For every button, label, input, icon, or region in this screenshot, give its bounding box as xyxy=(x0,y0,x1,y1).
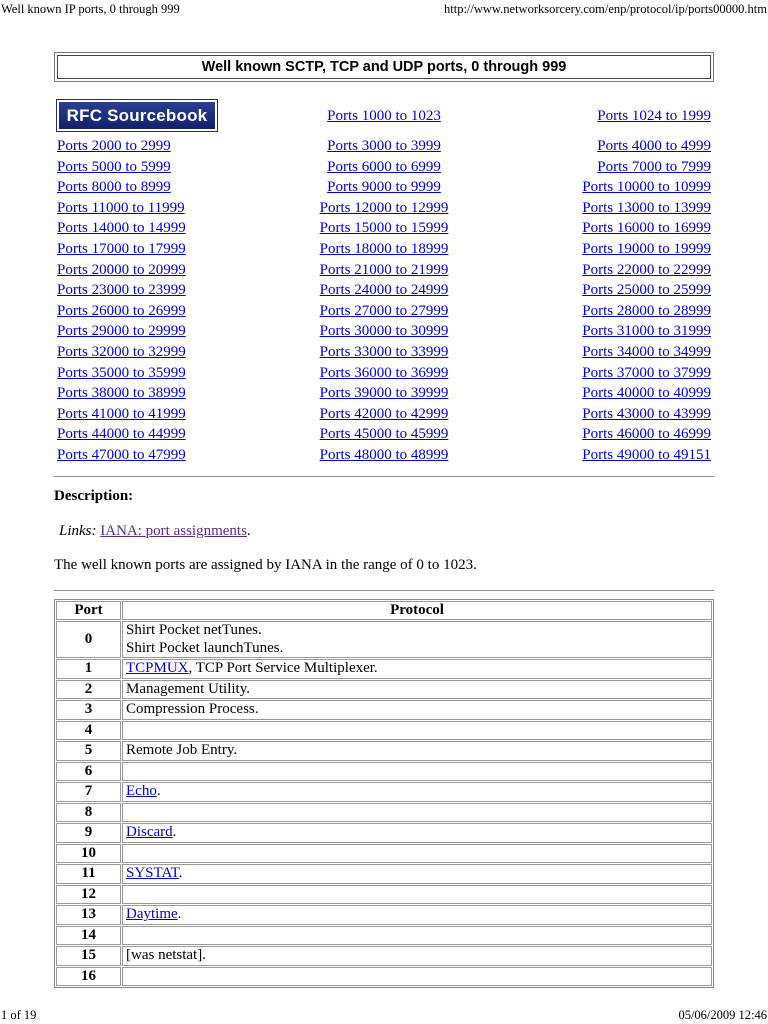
table-header-row xyxy=(56,601,712,620)
port-range-link[interactable]: Ports 43000 to 43999 xyxy=(582,405,711,422)
port-range-link[interactable]: Ports 11000 to 11999 xyxy=(57,199,185,216)
port-range-link[interactable]: Ports 36000 to 36999 xyxy=(319,364,449,381)
port-range-link[interactable]: Ports 32000 to 32999 xyxy=(57,343,186,360)
port-range-link[interactable]: Ports 8000 to 8999 xyxy=(57,179,171,196)
port-links-row xyxy=(57,260,711,281)
table-row xyxy=(56,946,712,966)
port-links-row xyxy=(57,239,711,260)
port-range-link[interactable]: Ports 38000 to 38999 xyxy=(57,385,186,402)
protocol-cell xyxy=(122,905,712,925)
port-range-link[interactable]: Ports 3000 to 3999 xyxy=(327,138,441,154)
table-row xyxy=(56,782,712,802)
port-range-link[interactable]: Ports 40000 to 40999 xyxy=(582,385,711,402)
port-range-link[interactable]: Ports 2000 to 2999 xyxy=(57,138,171,154)
port-range-link[interactable]: Ports 30000 to 30999 xyxy=(319,323,449,340)
port-links-row xyxy=(57,383,711,404)
port-number: 5 xyxy=(56,741,121,761)
protocol-text: [was netstat]. xyxy=(126,947,206,963)
protocol-cell xyxy=(122,721,712,741)
port-range-link[interactable]: Ports 14000 to 14999 xyxy=(57,220,186,237)
table-row xyxy=(56,721,712,741)
port-links-row xyxy=(57,424,711,445)
port-number: 2 xyxy=(56,680,121,700)
port-range-link[interactable]: Ports 39000 to 39999 xyxy=(319,385,449,402)
protocol-link[interactable]: Discard xyxy=(126,824,173,840)
protocol-cell xyxy=(122,680,712,700)
table-row xyxy=(56,680,712,700)
page-number: 1 of 19 xyxy=(1,1008,37,1022)
port-range-link[interactable]: Ports 10000 to 10999 xyxy=(582,179,711,196)
port-links-row xyxy=(57,342,711,363)
port-range-link[interactable]: Ports 17000 to 17999 xyxy=(57,240,186,257)
port-number: 11 xyxy=(56,864,121,884)
port-links-row xyxy=(57,280,711,301)
logo-text: RFC Sourcebook xyxy=(59,102,215,129)
port-range-link[interactable]: Ports 44000 to 44999 xyxy=(57,426,186,443)
port-number: 13 xyxy=(56,905,121,925)
protocol-text: , TCP Port Service Multiplexer. xyxy=(188,660,378,676)
protocol-cell xyxy=(122,621,712,658)
table-row xyxy=(56,803,712,823)
port-range-links xyxy=(57,104,711,466)
port-range-link[interactable]: Ports 37000 to 37999 xyxy=(582,364,711,381)
port-number: 15 xyxy=(56,946,121,966)
table-row xyxy=(56,741,712,761)
table-row xyxy=(56,659,712,679)
port-links-row xyxy=(57,301,711,322)
port-range-link[interactable]: Ports 35000 to 35999 xyxy=(57,364,186,381)
table-row xyxy=(56,885,712,905)
port-number: 10 xyxy=(56,844,121,864)
port-range-link[interactable]: Ports 46000 to 46999 xyxy=(582,426,711,443)
protocol-text: Remote Job Entry. xyxy=(126,742,238,758)
port-range-link[interactable]: Ports 1024 to 1999 xyxy=(597,108,711,124)
port-range-link[interactable]: Ports 47000 to 47999 xyxy=(57,446,186,463)
column-header-port: Port xyxy=(56,601,121,620)
ports-table xyxy=(54,599,714,988)
port-links-row xyxy=(57,157,711,178)
protocol-link[interactable]: Daytime xyxy=(126,906,178,922)
protocol-cell xyxy=(122,885,712,905)
column-header-protocol: Protocol xyxy=(122,601,712,620)
protocol-cell xyxy=(122,823,712,843)
protocol-text: . xyxy=(177,906,182,922)
protocol-cell xyxy=(122,741,712,761)
port-range-link[interactable]: Ports 15000 to 15999 xyxy=(319,220,449,237)
description-heading: Description: xyxy=(54,488,134,504)
protocol-text: . xyxy=(172,824,177,840)
protocol-link[interactable]: TCPMUX xyxy=(126,660,189,676)
table-row xyxy=(56,967,712,987)
port-range-link[interactable]: Ports 12000 to 12999 xyxy=(319,199,449,216)
port-number: 3 xyxy=(56,700,121,720)
port-range-link[interactable]: Ports 6000 to 6999 xyxy=(327,158,441,175)
protocol-text: Compression Process. xyxy=(126,701,259,717)
protocol-cell xyxy=(122,946,712,966)
links-line xyxy=(59,523,251,540)
page-header-title: Well known IP ports, 0 through 999 xyxy=(1,2,180,16)
protocol-cell xyxy=(122,864,712,884)
port-number: 14 xyxy=(56,926,121,946)
port-range-link[interactable]: Ports 29000 to 29999 xyxy=(57,323,186,340)
port-links-row xyxy=(57,218,711,239)
print-timestamp: 05/06/2009 12:46 xyxy=(678,1008,767,1022)
protocol-line: Shirt Pocket netTunes. xyxy=(126,622,262,638)
protocol-text: . xyxy=(178,865,183,881)
protocol-line: Shirt Pocket launchTunes. xyxy=(126,639,284,656)
port-range-link[interactable]: Ports 19000 to 19999 xyxy=(582,240,711,257)
port-range-link[interactable]: Ports 22000 to 22999 xyxy=(582,261,711,278)
port-range-link[interactable]: Ports 1000 to 1023 xyxy=(327,108,441,124)
table-row xyxy=(56,621,712,658)
port-number: 0 xyxy=(56,621,121,658)
table-row xyxy=(56,762,712,782)
port-range-link[interactable]: Ports 20000 to 20999 xyxy=(57,261,186,278)
protocol-cell xyxy=(122,926,712,946)
port-number: 16 xyxy=(56,967,121,987)
port-range-link[interactable]: Ports 16000 to 16999 xyxy=(582,220,711,237)
protocol-cell xyxy=(122,967,712,987)
protocol-link[interactable]: Echo xyxy=(126,783,157,799)
table-row xyxy=(56,905,712,925)
port-links-row xyxy=(57,136,711,157)
protocol-cell xyxy=(122,803,712,823)
protocol-cell xyxy=(122,782,712,802)
port-range-link[interactable]: Ports 34000 to 34999 xyxy=(582,343,711,360)
port-links-row xyxy=(57,321,711,342)
description-paragraph: The well known ports are assigned by IANA in the range of 0 to 1023. xyxy=(54,557,477,573)
port-number: 1 xyxy=(56,659,121,679)
protocol-link[interactable]: SYSTAT xyxy=(126,865,179,881)
table-row xyxy=(56,844,712,864)
port-links-row xyxy=(57,177,711,198)
port-number: 7 xyxy=(56,782,121,802)
port-range-link[interactable]: Ports 13000 to 13999 xyxy=(582,199,711,216)
links-label: Links: xyxy=(59,523,97,539)
port-range-link[interactable]: Ports 42000 to 42999 xyxy=(319,405,449,422)
table-row xyxy=(56,926,712,946)
port-range-link[interactable]: Ports 24000 to 24999 xyxy=(319,282,449,299)
port-links-row xyxy=(57,363,711,384)
port-range-link[interactable]: Ports 23000 to 23999 xyxy=(57,282,186,299)
port-range-link[interactable]: Ports 21000 to 21999 xyxy=(319,261,449,278)
port-number: 8 xyxy=(56,803,121,823)
port-range-link[interactable]: Ports 4000 to 4999 xyxy=(597,138,711,154)
port-number: 12 xyxy=(56,885,121,905)
port-number: 6 xyxy=(56,762,121,782)
port-range-link[interactable]: Ports 7000 to 7999 xyxy=(597,158,711,175)
protocol-text: . xyxy=(156,783,161,799)
table-row xyxy=(56,864,712,884)
iana-port-assignments-link[interactable]: IANA: port assignments xyxy=(100,523,247,539)
links-suffix: . xyxy=(246,523,251,539)
port-range-link[interactable]: Ports 41000 to 41999 xyxy=(57,405,186,422)
table-row xyxy=(56,700,712,720)
page-header-url: http://www.networksorcery.com/enp/protocol/ip/ports00000.htm xyxy=(444,2,767,16)
port-range-link[interactable]: Ports 49000 to 49151 xyxy=(582,446,711,463)
port-range-link[interactable]: Ports 26000 to 26999 xyxy=(57,302,186,319)
port-range-link[interactable]: Ports 9000 to 9999 xyxy=(327,179,441,196)
port-number: 9 xyxy=(56,823,121,843)
divider xyxy=(54,476,714,477)
port-range-link[interactable]: Ports 45000 to 45999 xyxy=(319,426,449,443)
protocol-text: Management Utility. xyxy=(126,680,250,697)
table-row xyxy=(56,823,712,843)
port-range-link[interactable]: Ports 48000 to 48999 xyxy=(319,446,449,463)
title-box xyxy=(54,52,714,82)
port-range-link[interactable]: Ports 5000 to 5999 xyxy=(57,158,171,175)
page-title: Well known SCTP, TCP and UDP ports, 0 through 999 xyxy=(57,55,711,79)
port-range-link[interactable]: Ports 31000 to 31999 xyxy=(582,323,711,340)
port-range-link[interactable]: Ports 27000 to 27999 xyxy=(319,302,449,319)
port-links-row xyxy=(57,404,711,425)
protocol-cell xyxy=(122,844,712,864)
port-links-row xyxy=(57,198,711,219)
divider xyxy=(54,590,714,591)
rfc-sourcebook-logo[interactable] xyxy=(56,99,218,132)
port-number: 4 xyxy=(56,721,121,741)
port-range-link[interactable]: Ports 18000 to 18999 xyxy=(319,240,449,257)
protocol-cell xyxy=(122,659,712,679)
port-range-link[interactable]: Ports 28000 to 28999 xyxy=(582,302,711,319)
port-range-link[interactable]: Ports 25000 to 25999 xyxy=(582,282,711,299)
port-range-link[interactable]: Ports 33000 to 33999 xyxy=(319,343,449,360)
protocol-cell xyxy=(122,700,712,720)
port-links-row xyxy=(57,445,711,466)
protocol-cell xyxy=(122,762,712,782)
